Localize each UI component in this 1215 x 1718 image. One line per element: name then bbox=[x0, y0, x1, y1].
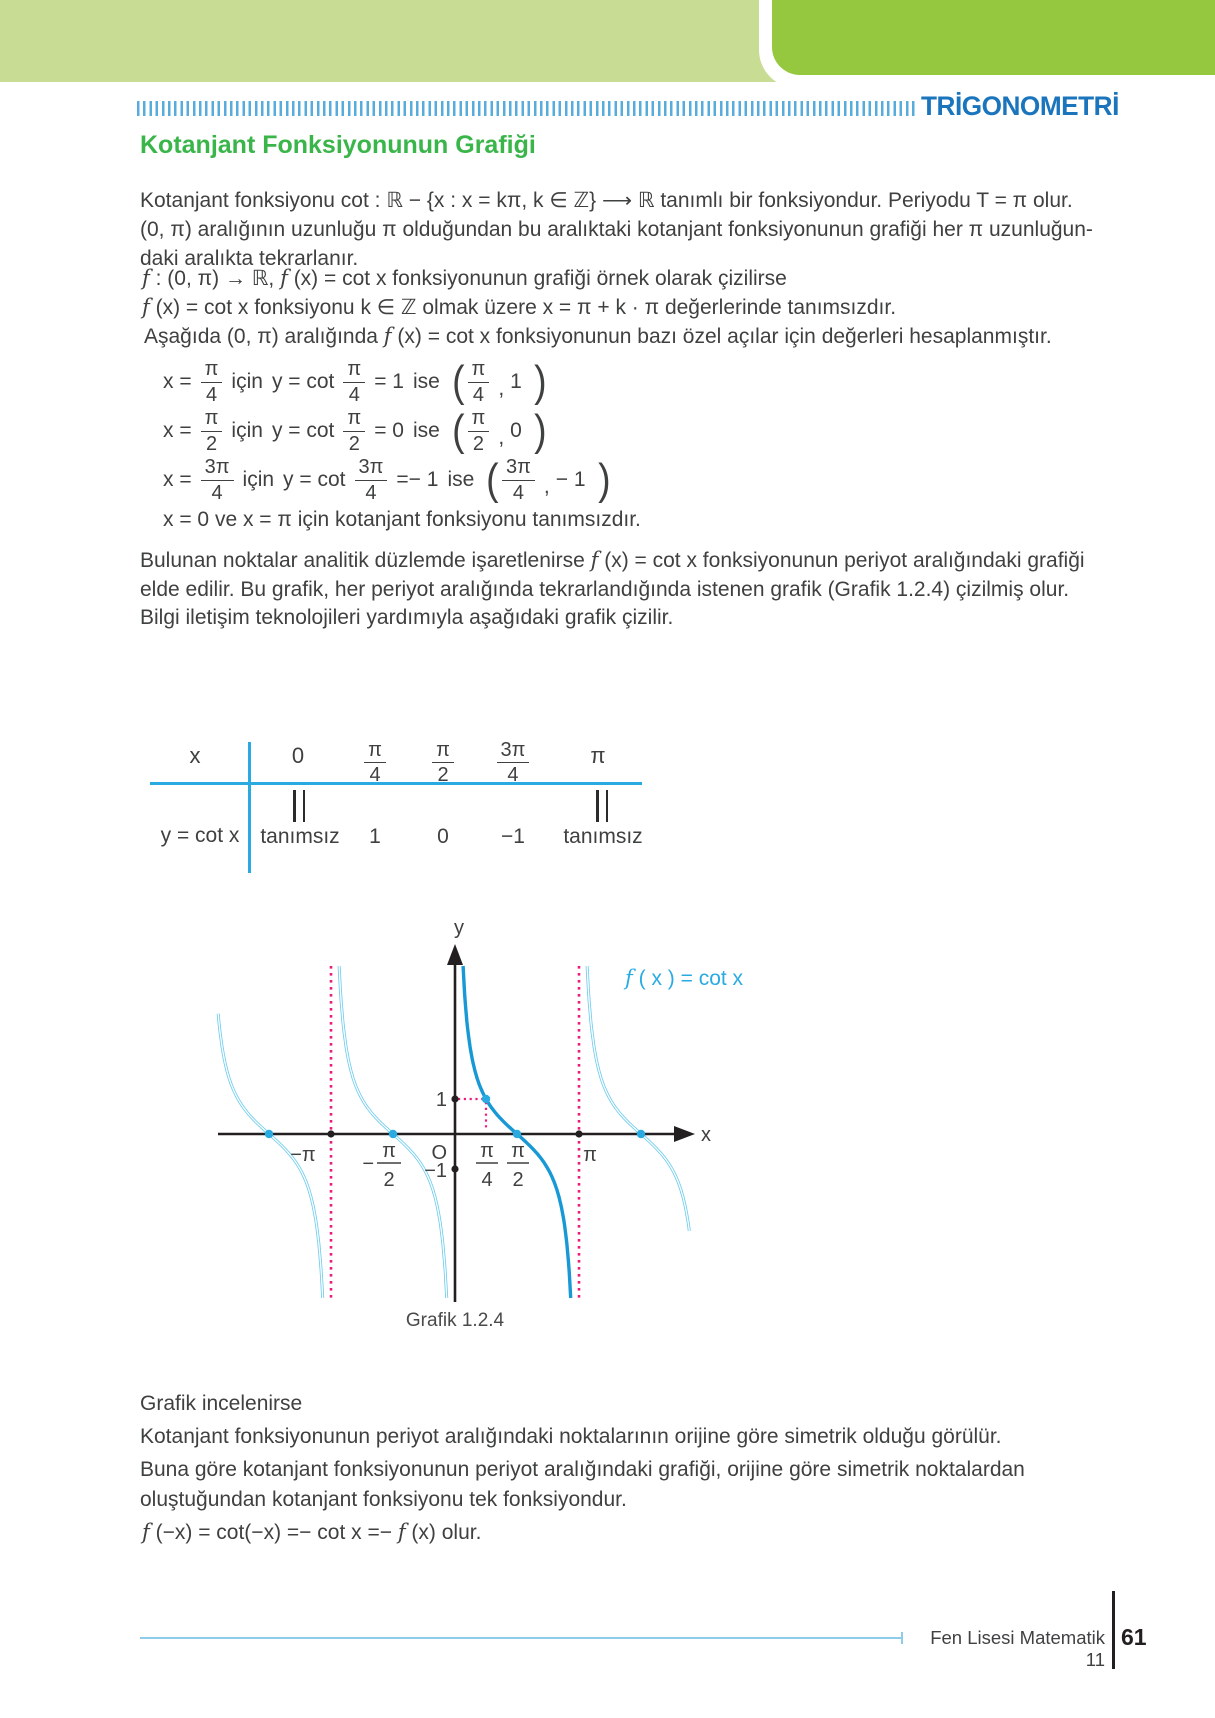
formula-line-domain: f : (0, π) → ℝ, f (x) = cot x fonksiyonunun grafiği örnek olarak çizilirse bbox=[142, 266, 787, 290]
chapter-title: TRİGONOMETRİ bbox=[921, 91, 1119, 121]
intro-line-2: (0, π) aralığının uzunluğu π olduğundan bu aralıktaki kotanjant fonksiyonunun grafiği her π uzunluğun- bbox=[140, 218, 1093, 241]
function-label: f ( x ) = cot x bbox=[625, 966, 744, 990]
footer-rule bbox=[140, 1637, 903, 1639]
table-col-1-x bbox=[345, 736, 405, 786]
conclusion-line-3: Buna göre kotanjant fonksiyonunun periyot aralığındaki grafiği, orijine göre simetrik noktalardan bbox=[140, 1458, 1025, 1481]
tick-label-1: 1 bbox=[435, 1089, 447, 1111]
footer-divider bbox=[1112, 1591, 1115, 1669]
tick-label-negpi: −π bbox=[290, 1144, 316, 1166]
paragraph-2-line-2: elde edilir. Bu grafik, her periyot aralığında tekrarlandığında istenen grafik (Grafik 1.2.4) çizilmiş olur. bbox=[140, 577, 1070, 601]
formula-line-values: Aşağıda (0, π) aralığında f (x) = cot x fonksiyonunun bazı özel açılar için değerleri hesaplanmıştır. bbox=[144, 324, 1052, 348]
table-col-2-x bbox=[413, 736, 473, 786]
tick-label-neghalf-minus: − bbox=[362, 1153, 374, 1175]
header-band-dark bbox=[772, 0, 1215, 75]
intro-line-1: Kotanjant fonksiyonu cot : ℝ − {x : x = kπ, k ∈ ℤ} ⟶ ℝ tanımlı bir fonksiyondur. Periyodu T = π olur. bbox=[140, 189, 1073, 212]
paragraph-2 bbox=[140, 546, 1100, 633]
fraction: $\frac{\pi}{4}$ bbox=[201, 359, 223, 405]
y-axis-arrow-icon bbox=[447, 944, 463, 965]
tick-label-neg1: −1 bbox=[424, 1160, 447, 1182]
fraction: $\frac{3\pi}{4}$ bbox=[355, 457, 388, 503]
intro-line-3: daki aralıkta tekrarlanır. bbox=[140, 247, 359, 270]
graph-caption: Grafik 1.2.4 bbox=[405, 1310, 505, 1331]
cot-branch bbox=[587, 966, 689, 1231]
fraction: $\frac{\pi}{2}$ bbox=[468, 408, 490, 454]
tick-label-neghalf-den: 2 bbox=[383, 1169, 395, 1191]
fraction: $\frac{\pi}{4}$ bbox=[343, 359, 365, 405]
table-col-4-y: tanımsız bbox=[563, 825, 643, 848]
formula-line-undefined: f (x) = cot x fonksiyonu k ∈ ℤ olmak üzere x = π + k · π değerlerinde tanımsızdır. bbox=[142, 295, 897, 319]
fraction: $\frac{\pi}{4}$ bbox=[364, 740, 386, 786]
table-col-1-y: 1 bbox=[369, 825, 381, 848]
table-col-3-x bbox=[483, 736, 543, 786]
x-axis-label: x bbox=[701, 1124, 711, 1146]
undefined-note: x = 0 ve x = π için kotanjant fonksiyonu tanımsızdır. bbox=[163, 508, 641, 531]
graph-point bbox=[637, 1130, 645, 1138]
fraction: $\frac{\pi}{2}$ bbox=[201, 408, 223, 454]
tick-label-quarter-den: 4 bbox=[481, 1169, 493, 1191]
graph-point bbox=[327, 1130, 334, 1137]
fraction: $\frac{\pi}{2}$ bbox=[343, 408, 365, 454]
origin-label: O bbox=[431, 1142, 447, 1164]
graph-point bbox=[513, 1130, 521, 1138]
undefined-mark-icon bbox=[596, 790, 608, 822]
example-row-3: x = $\frac{3\pi}{4}$ için y = cot $\frac{3\pi}{4}$ =− 1 ise ( $\frac{3\pi}{4}$ , − 1 ) bbox=[163, 455, 611, 504]
cot-branch bbox=[587, 966, 689, 1231]
example-row-1: x = $\frac{\pi}{4}$ için y = cot $\frac{\pi}{4}$ = 1 ise ( $\frac{\pi}{4}$ , 1 ) bbox=[163, 357, 547, 406]
fraction: $\frac{3\pi}{4}$ bbox=[497, 740, 530, 786]
x-axis-arrow-icon bbox=[674, 1126, 695, 1142]
table-vertical-rule bbox=[248, 742, 251, 873]
page-number: 61 bbox=[1121, 1624, 1147, 1650]
conclusion-line-4: oluştuğundan kotanjant fonksiyonu tek fonksiyondur. bbox=[140, 1488, 627, 1511]
graph-point bbox=[265, 1130, 273, 1138]
table-col-2-y: 0 bbox=[437, 825, 449, 848]
fraction: $\frac{\pi}{4}$ bbox=[468, 359, 490, 405]
conclusion-line-2: Kotanjant fonksiyonunun periyot aralığındaki noktalarının orijine göre simetrik olduğu görülür. bbox=[140, 1425, 1002, 1448]
intro-paragraph bbox=[140, 186, 1100, 273]
example-row-2: x = $\frac{\pi}{2}$ için y = cot $\frac{\pi}{2}$ = 0 ise ( $\frac{\pi}{2}$ , 0 ) bbox=[163, 406, 547, 455]
graph-point bbox=[389, 1130, 397, 1138]
table-row2-label: y = cot x bbox=[160, 824, 240, 847]
fraction: $\frac{3\pi}{4}$ bbox=[502, 457, 535, 503]
paragraph-2-line-3: Bilgi iletişim teknolojileri yardımıyla aşağıdaki grafik çizilir. bbox=[140, 606, 674, 629]
header-tick-pattern bbox=[137, 101, 917, 116]
tick-label-quarter-num: π bbox=[480, 1140, 494, 1162]
table-row1-label: x bbox=[189, 743, 201, 768]
section-title: Kotanjant Fonksiyonunun Grafiği bbox=[140, 131, 536, 159]
conclusion-formula: f (−x) = cot(−x) =− cot x =− f (x) olur. bbox=[142, 1520, 482, 1544]
cotangent-graph bbox=[180, 900, 725, 1312]
tick-label-pi: π bbox=[583, 1144, 597, 1166]
table-col-4-x: π bbox=[590, 743, 606, 768]
paragraph-2-line-1: Bulunan noktalar analitik düzlemde işaretlenirse f (x) = cot x fonksiyonunun periyot aralığındaki grafiği bbox=[140, 548, 1085, 572]
graph-point bbox=[451, 1165, 458, 1172]
table-col-0-x: 0 bbox=[291, 743, 305, 768]
table-col-0-y: tanımsız bbox=[260, 825, 340, 848]
table-col-3-y: −1 bbox=[501, 825, 525, 848]
graph-point bbox=[575, 1130, 582, 1137]
tick-label-neghalf-num: π bbox=[382, 1140, 396, 1162]
tick-label-half-den: 2 bbox=[512, 1169, 524, 1191]
y-axis-label: y bbox=[454, 917, 464, 939]
fraction: $\frac{\pi}{2}$ bbox=[432, 740, 454, 786]
graph-point bbox=[451, 1095, 458, 1102]
undefined-mark-icon bbox=[293, 790, 305, 822]
graph-point bbox=[482, 1095, 490, 1103]
footer-book-title: Fen Lisesi Matematik 11 bbox=[930, 1627, 1105, 1670]
footer-rule-endcap bbox=[901, 1632, 903, 1644]
tick-label-half-num: π bbox=[511, 1140, 525, 1162]
fraction: $\frac{3\pi}{4}$ bbox=[201, 457, 234, 503]
conclusion-line-1: Grafik incelenirse bbox=[140, 1392, 303, 1415]
